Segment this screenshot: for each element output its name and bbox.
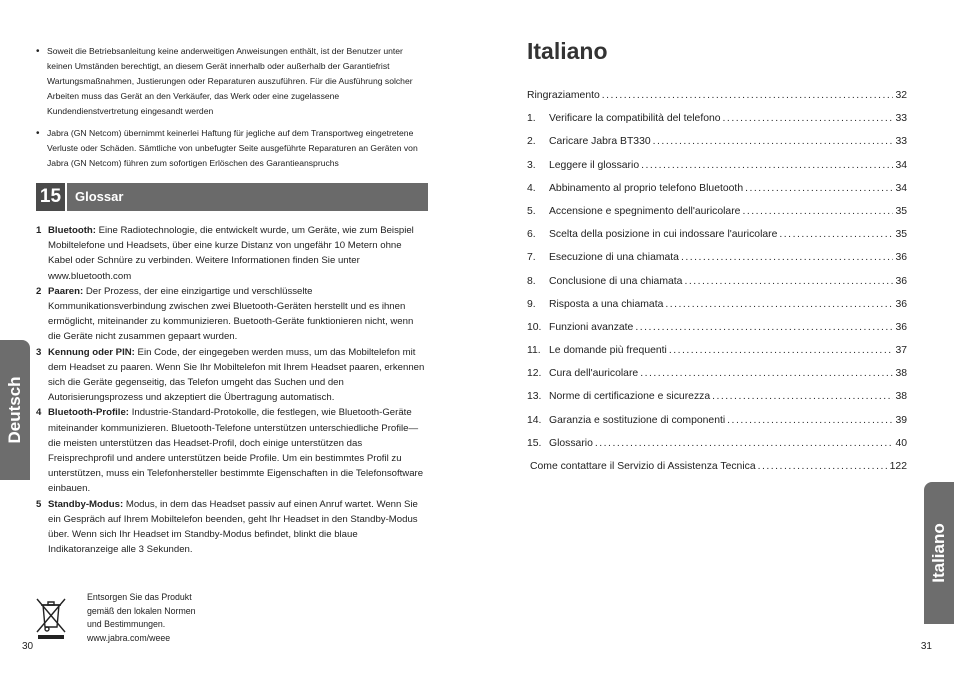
glossary-number: 4: [36, 407, 42, 419]
toc-page: 35: [895, 205, 907, 217]
toc-page: 36: [895, 321, 907, 333]
bullet-item: • Soweit die Betriebsanleitung keine anderweitigen Anweisungen enthält, ist der Benutzer unter keinen Umständen berechtigt, an diesem Gerät innerhalb oder außerhalb der Garantiefrist Wartungsmaßnahmen, Justierungen oder Reparaturen auszuführen. Für die Ausführung solcher Arbeiten muss das Gerät an den Verkäufer, das Werk oder eine zugelassene Kundendienstvertretung eingesandt werden: [36, 44, 428, 119]
section-title: Glossar: [75, 189, 124, 204]
toc-entry[interactable]: [527, 385, 907, 408]
toc-number: 12.: [527, 368, 542, 380]
toc-number: 15.: [527, 437, 542, 449]
section-number: 15: [36, 183, 65, 211]
glossary-definition: Der Prozess, der eine einzigartige und verschlüsselte Kommunikationsverbindung zwischen zwei Bluetooth-Geräten herstellt und es ihnen ermöglicht, miteinander zu kommunizieren. Buetooth-Geräte funktionieren nicht, wenn die Geräte nicht zusammen gepaart wurden.: [48, 285, 414, 343]
toc-page: 37: [895, 345, 907, 357]
toc-leader: [669, 339, 894, 362]
toc-entry[interactable]: [527, 293, 907, 316]
toc-label: Verificare la compatibilità del telefono: [549, 113, 721, 125]
toc-page: 38: [895, 391, 907, 403]
toc-entry[interactable]: [527, 316, 907, 339]
section-header: [36, 183, 428, 211]
glossary-number: 2: [36, 285, 42, 297]
toc-number: 1.: [527, 113, 536, 125]
toc-page: 39: [895, 414, 907, 426]
toc-label: Leggere il glossario: [549, 159, 640, 171]
toc-number: 5.: [527, 205, 536, 217]
toc-number: 11.: [527, 345, 541, 357]
language-tab-italiano: [924, 482, 954, 624]
toc-page: 34: [895, 182, 907, 194]
right-page: [477, 0, 954, 687]
glossary-term: Standby-Modus:: [48, 498, 124, 510]
glossary-item: [36, 405, 428, 496]
toc-leader: [712, 385, 893, 408]
toc-page: 35: [895, 229, 907, 241]
toc-page: 36: [895, 252, 907, 264]
glossary-item: [36, 284, 428, 345]
toc-number: 2.: [527, 136, 536, 148]
glossary-definition: Eine Radiotechnologie, die entwickelt wurde, um Geräte, wie zum Beispiel Mobiltelefone und Headsets, über eine kurze Distanz von ungefähr 10 Metern ohne Kabel oder Schnüre zu verbinden. Weitere Informationen finden Sie unter www.bluetooth.com: [48, 225, 414, 282]
toc-leader: [723, 107, 894, 130]
toc-number: 14.: [527, 414, 542, 426]
toc-entry[interactable]: [527, 409, 907, 432]
weee-disposal-text: [87, 591, 196, 645]
toc-leader: [635, 316, 893, 339]
warranty-bullets: [36, 44, 428, 178]
toc-number: 4.: [527, 182, 536, 194]
toc-label: Le domande più frequenti: [549, 345, 667, 357]
toc-leader: [602, 84, 894, 107]
toc-page: 122: [889, 461, 907, 472]
toc-page: 33: [895, 136, 907, 148]
bullet-item: • Jabra (GN Netcom) übernimmt keinerlei Haftung für jegliche auf dem Transportweg eingetretene Verluste oder Schäden. Sämtliche von unbefugter Seite ausgeführte Reparaturen an Geräten von Jabra (GN Netcom) führen zum sofortigen Erlöschen des Garantieanspruchs: [36, 126, 428, 171]
glossary-item: [36, 223, 428, 284]
page-number: 31: [920, 641, 932, 652]
glossary-term: Kennung oder PIN:: [48, 346, 135, 358]
toc-label: Garanzia e sostituzione di componenti: [549, 414, 726, 426]
weee-line: Entsorgen Sie das Produkt: [87, 592, 192, 602]
toc-entry[interactable]: [527, 154, 907, 177]
toc-page: 36: [895, 275, 907, 287]
toc-number: 10.: [527, 321, 542, 333]
toc-page: 32: [895, 90, 907, 101]
toc-number: 8.: [527, 275, 536, 287]
toc-number: 9.: [527, 298, 536, 310]
toc-label: Scelta della posizione in cui indossare l'auricolare: [549, 229, 778, 241]
toc-entry[interactable]: [527, 107, 907, 130]
glossary-item: [36, 497, 428, 558]
glossary-definition: Ein Code, der eingegeben werden muss, um das Mobiltelefon mit dem Headset zu paaren. Wenn Sie Ihr Mobiltelefon mit Ihrem Headset paaren, erkennen sich die Geräte gegenseitig, das Telefon umgeht das Suchen und den Autorisierungsprozess und akzeptiert die Übertragung automatisch.: [48, 346, 425, 404]
toc-label: Accensione e spegnimento dell'auricolare: [549, 205, 741, 217]
toc-entry[interactable]: [527, 455, 907, 478]
weee-line: gemäß den lokalen Normen: [87, 605, 196, 616]
toc-label: Come contattare il Servizio di Assistenza Tecnica: [530, 461, 756, 472]
page-number: 30: [22, 641, 34, 652]
glossary-list: [36, 223, 428, 557]
toc-label: Abbinamento al proprio telefono Bluetooth: [549, 182, 744, 194]
toc-entry[interactable]: [527, 130, 907, 153]
toc-entry[interactable]: [527, 84, 907, 107]
toc-number: 3.: [527, 159, 536, 171]
glossary-number: 3: [36, 346, 42, 358]
glossary-term: Bluetooth-Profile:: [48, 407, 130, 419]
toc-entry[interactable]: [527, 246, 907, 269]
toc-number: 7.: [527, 252, 536, 264]
glossary-definition: Modus, in dem das Headset passiv auf einen Anruf wartet. Wenn Sie ein Gespräch auf Ihrem Mobiltelefon beenden, geht Ihr Headset in den Standby-Modus über. Wenn sich Ihr Headset im Standby-Modus befindet, blinkt die blaue Indikatoranzeige alle 3 Sekunden.: [48, 498, 418, 556]
toc-leader: [758, 455, 888, 478]
toc-entry[interactable]: [527, 339, 907, 362]
weee-link[interactable]: www.jabra.com/weee: [87, 632, 171, 643]
toc-label: Conclusione di una chiamata: [549, 275, 683, 287]
language-tab-deutsch: [0, 340, 30, 480]
toc-leader: [742, 200, 893, 223]
glossary-term: Paaren:: [48, 285, 84, 297]
toc-label: Cura dell'auricolare: [549, 368, 639, 380]
glossary-definition: Industrie-Standard-Protokolle, die festlegen, wie Bluetooth-Geräte miteinander kommunizieren. Bluetooth-Telefone unterstützen unterschiedliche Profile—die meisten unterstützen das Headset-Profil, doch einige unterstützen das Freisprechprofil und andere unterstützen beide Profile. Um ein bestimmtes Profil zu unterstützen, muss ein Telefonhersteller bestimmte Eigenschaften in die Telefonsoftware einbauen.: [48, 407, 424, 495]
toc-number: 13.: [527, 391, 542, 403]
toc-page: 40: [895, 437, 907, 449]
toc-leader: [727, 409, 893, 432]
glossary-number: 5: [36, 498, 42, 510]
toc-entry[interactable]: [527, 432, 907, 455]
toc-leader: [681, 246, 893, 269]
toc-page: 34: [895, 159, 907, 171]
crossed-out-wheelie-bin-icon: [36, 596, 66, 640]
toc-leader: [684, 270, 893, 293]
glossary-term: Bluetooth:: [48, 225, 96, 236]
toc-entry[interactable]: [527, 362, 907, 385]
weee-line: und Bestimmungen.: [87, 619, 166, 629]
language-tab-label: Italiano: [929, 523, 948, 583]
toc-leader: [653, 130, 894, 153]
language-tab-label: Deutsch: [5, 376, 24, 444]
toc-leader: [641, 154, 893, 177]
glossary-item: [36, 345, 428, 406]
toc-label: Caricare Jabra BT330: [549, 136, 651, 148]
toc-entry[interactable]: [527, 270, 907, 293]
table-of-contents: [527, 84, 907, 478]
toc-leader: [640, 362, 893, 385]
toc-number: 6.: [527, 229, 536, 241]
toc-label: Funzioni avanzate: [549, 321, 634, 333]
toc-label: Ringraziamento: [527, 90, 600, 101]
toc-page: 38: [895, 368, 907, 380]
toc-label: Esecuzione di una chiamata: [549, 252, 679, 264]
glossary-number: 1: [36, 225, 42, 236]
toc-label: Glossario: [549, 437, 593, 449]
toc-page: 36: [895, 298, 907, 310]
toc-entry[interactable]: [527, 177, 907, 200]
toc-label: Risposta a una chiamata: [549, 298, 664, 310]
toc-leader: [595, 432, 894, 455]
toc-entry[interactable]: [527, 223, 907, 246]
toc-leader: [745, 177, 893, 200]
toc-label: Norme di certificazione e sicurezza: [549, 391, 711, 403]
toc-leader: [779, 223, 893, 246]
toc-entry[interactable]: [527, 200, 907, 223]
toc-leader: [665, 293, 893, 316]
toc-page: 33: [895, 113, 907, 125]
page-title: Italiano: [527, 38, 608, 64]
